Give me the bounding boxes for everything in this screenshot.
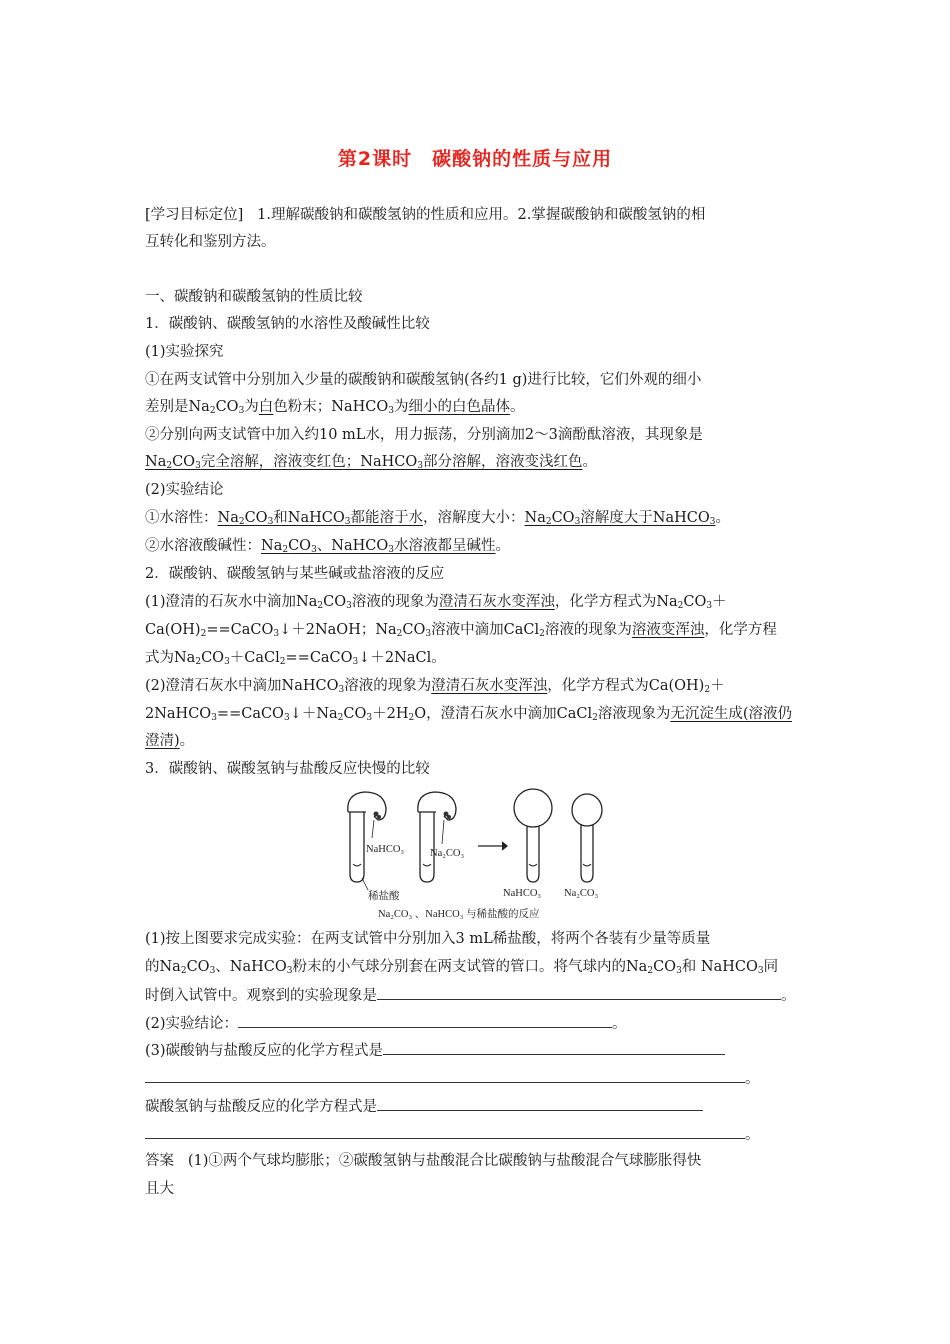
test-tube-3: [527, 826, 539, 882]
question-1-line-1: (1)按上图要求完成实验：在两支试管中分别加入3 mL稀盐酸，将两个各装有少量等质量: [145, 931, 711, 947]
test-tube-4: [581, 825, 593, 882]
page-title: 第2课时 碳酸钠的性质与应用: [337, 148, 613, 170]
answer-underline: $Na_2CO_3$、NaHCO$_3$水溶液都呈碱性: [261, 538, 496, 555]
answer-underline: 澄清石灰水变浑浊: [438, 594, 555, 610]
answer-blank[interactable]: [377, 985, 781, 1000]
answer-underline: 溶液变浑浊: [631, 622, 705, 638]
section-heading: 一、碳酸钠和碳酸氢钠的性质比较: [145, 289, 363, 305]
learning-goal-text: 1.理解碳酸钠和碳酸氢钠的性质和应用。2.掌握碳酸钠和碳酸氢钠的相: [257, 207, 706, 223]
answer-blank[interactable]: [383, 1040, 725, 1055]
experiment-item-1-line-2: 差别是$Na_2CO_3$为白色粉末；NaHCO$_3$为细小的白色晶体。: [145, 399, 525, 416]
question-4-continuation: 。: [145, 1124, 810, 1145]
experiment-figure: [338, 786, 613, 926]
question-3: (3)碳酸钠与盐酸反应的化学方程式是: [145, 1040, 810, 1061]
experiment-item-2-line-2: $Na_2CO_3$完全溶解，溶液变红色；NaHCO$_3$部分溶解，溶液变浅红色。: [145, 454, 597, 471]
learning-goal-line-2: 互转化和鉴别方法。: [145, 234, 276, 250]
subsection-1-title: 1．碳酸钠、碳酸氢钠的水溶性及酸碱性比较: [145, 316, 430, 332]
question-1-line-2: 的$Na_2CO_3$、NaHCO$_3$粉末的小气球分别套在两支试管的管口。将气球内的$Na_2CO_3$和 NaHCO$_3$同: [145, 959, 779, 976]
reaction-1-line-3: 式为$Na_2CO_3+CaCl_2==CaCO_3↓+2NaCl$。: [145, 650, 446, 667]
answer-underline: $Na_2CO_3$和NaHCO$_3$都能溶于水: [217, 510, 423, 527]
label-dilute-hcl: 稀盐酸: [368, 891, 400, 902]
answer-blank[interactable]: [145, 1068, 745, 1083]
inflated-balloon-large: [514, 789, 552, 827]
label-after-na2co3: Na₂CO₃: [564, 888, 599, 899]
label-after-nahco3: NaHCO₃: [503, 888, 542, 899]
answer-blank[interactable]: [145, 1124, 745, 1139]
question-1-line-3: 时倒入试管中。观察到的实验现象是 。: [145, 985, 810, 1006]
conclusion-heading: (2)实验结论: [145, 482, 224, 498]
conclusion-item-1: ①水溶性：$Na_2CO_3$和NaHCO$_3$都能溶于水，溶解度大小：$Na_2CO_3$溶解度大于NaHCO$_3$。: [145, 510, 730, 527]
label-nahco3: NaHCO₃: [366, 844, 405, 855]
answer-underline: $Na_2CO_3$溶解度大于NaHCO$_3$: [524, 510, 716, 527]
answer-blank[interactable]: [377, 1096, 703, 1111]
experiment-item-1-line-1: ①在两支试管中分别加入少量的碳酸钠和碳酸氢钠(各约1 g)进行比较，它们外观的细小: [145, 372, 702, 388]
answer-blank[interactable]: [238, 1013, 612, 1028]
experiment-item-2-line-1: ②分别向两支试管中加入约10 mL水，用力振荡，分别滴加2～3滴酚酞溶液，其现象是: [145, 427, 703, 443]
conclusion-item-2: ②水溶液酸碱性：$Na_2CO_3$、NaHCO$_3$水溶液都呈碱性。: [145, 538, 510, 555]
answer-underline: 澄清): [145, 733, 180, 749]
test-tube-2: [420, 812, 434, 882]
test-tube-1: [350, 812, 364, 882]
reaction-1-line-1: (1)澄清的石灰水中滴加$Na_2CO_3$溶液的现象为澄清石灰水变浑浊，化学方程式为$Na_2CO_3+$: [145, 594, 727, 611]
label-na2co3: Na₂CO₃: [430, 848, 465, 859]
experiment-heading: (1)实验探究: [145, 344, 224, 360]
question-2: (2)实验结论： 。: [145, 1013, 810, 1034]
answer-underline: 澄清石灰水变浑浊: [431, 678, 548, 694]
answer-underline: $Na_2CO_3$完全溶解，溶液变红色；NaHCO$_3$部分溶解，溶液变浅红色: [145, 454, 583, 471]
subsection-3-title: 3．碳酸钠、碳酸氢钠与盐酸反应快慢的比较: [145, 761, 430, 777]
learning-goal-label: [学习目标定位]: [145, 207, 244, 223]
answer-line-2: 且大: [145, 1181, 174, 1197]
reaction-1-line-2: $Ca(OH)_2==CaCO_3↓+2NaOH$；$Na_2CO_3$溶液中滴加CaCl$_2$溶液的现象为溶液变浑浊，化学方程: [145, 622, 777, 639]
answer-underline: 白: [258, 399, 274, 415]
reaction-2-line-3: 澄清)。: [145, 733, 195, 749]
answer-label: 答案: [145, 1153, 174, 1169]
question-4: 碳酸氢钠与盐酸反应的化学方程式是: [145, 1096, 810, 1117]
answer-underline: 细小的白色晶体: [408, 399, 510, 415]
question-3-continuation: 。: [145, 1068, 810, 1089]
answer-underline: 无沉淀生成(溶液仍: [670, 706, 792, 722]
learning-goal-line-1: [145, 205, 810, 225]
reaction-2-line-2: $2NaHCO_3==CaCO_3↓+Na_2CO_3+2H_2O$，澄清石灰水中滴加CaCl$_2$溶液现象为无沉淀生成(溶液仍: [145, 706, 792, 723]
reaction-2-line-1: (2)澄清石灰水中滴加NaHCO$_3$溶液的现象为澄清石灰水变浑浊，化学方程式为$Ca(OH)_2+$: [145, 678, 725, 695]
subsection-2-title: 2．碳酸钠、碳酸氢钠与某些碱或盐溶液的反应: [145, 566, 445, 582]
inflated-balloon-small: [572, 794, 602, 826]
figure-caption: Na₂CO₃ 、NaHCO₃ 与稀盐酸的反应: [378, 909, 540, 920]
answer-line-1: 答案 (1)①两个气球均膨胀；②碳酸氢钠与盐酸混合比碳酸钠与盐酸混合气球膨胀得快: [145, 1153, 702, 1169]
